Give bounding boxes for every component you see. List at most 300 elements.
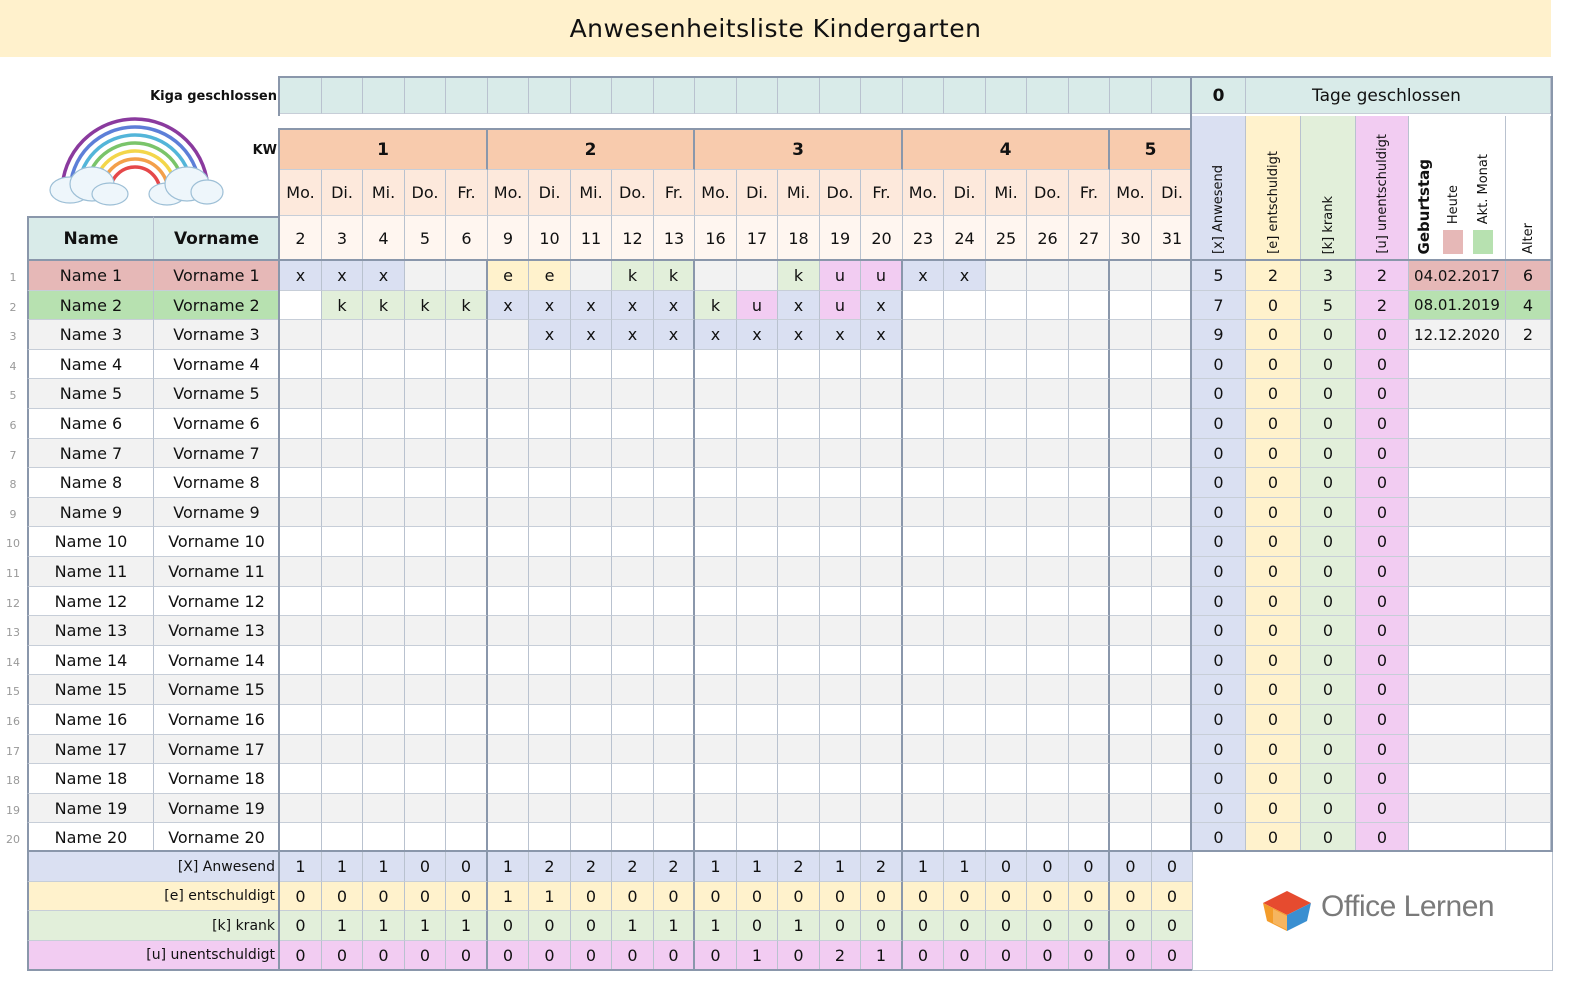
attendance-cell[interactable] (1110, 498, 1152, 527)
child-name[interactable]: Name 16 (27, 705, 154, 735)
attendance-cell[interactable] (363, 587, 405, 616)
attendance-cell[interactable]: x (529, 320, 571, 350)
attendance-cell[interactable] (322, 409, 363, 439)
attendance-cell[interactable] (405, 735, 446, 764)
attendance-cell[interactable] (986, 646, 1027, 675)
attendance-cell[interactable] (1027, 587, 1069, 616)
attendance-cell[interactable] (986, 616, 1027, 646)
child-name[interactable]: Name 4 (27, 350, 154, 379)
attendance-cell[interactable] (944, 646, 986, 675)
attendance-cell[interactable] (280, 350, 322, 379)
birthday-value[interactable] (1409, 675, 1506, 705)
attendance-cell[interactable] (529, 468, 571, 498)
attendance-cell[interactable] (612, 527, 654, 557)
attendance-cell[interactable] (488, 705, 529, 735)
attendance-cell[interactable] (944, 616, 986, 646)
attendance-cell[interactable] (529, 823, 571, 853)
attendance-cell[interactable] (1027, 705, 1069, 735)
birthday-value[interactable] (1409, 557, 1506, 587)
attendance-cell[interactable] (903, 823, 944, 853)
attendance-cell[interactable] (571, 646, 612, 675)
attendance-cell[interactable] (405, 527, 446, 557)
attendance-cell[interactable] (322, 498, 363, 527)
attendance-cell[interactable] (944, 498, 986, 527)
attendance-cell[interactable] (903, 498, 944, 527)
child-vorname[interactable]: Vorname 5 (154, 379, 280, 409)
attendance-cell[interactable] (363, 498, 405, 527)
attendance-cell[interactable] (654, 794, 695, 823)
attendance-cell[interactable] (322, 616, 363, 646)
attendance-cell[interactable] (322, 320, 363, 350)
attendance-cell[interactable] (488, 439, 529, 468)
attendance-cell[interactable] (820, 675, 861, 705)
attendance-cell[interactable] (571, 379, 612, 409)
child-vorname[interactable]: Vorname 12 (154, 587, 280, 616)
attendance-cell[interactable] (405, 350, 446, 379)
attendance-cell[interactable] (1069, 764, 1110, 794)
attendance-cell[interactable] (820, 794, 861, 823)
attendance-cell[interactable] (903, 320, 944, 350)
attendance-cell[interactable] (405, 320, 446, 350)
attendance-cell[interactable]: x (737, 320, 778, 350)
attendance-cell[interactable] (986, 705, 1027, 735)
attendance-cell[interactable] (861, 823, 903, 853)
attendance-cell[interactable] (737, 379, 778, 409)
attendance-cell[interactable] (654, 823, 695, 853)
attendance-cell[interactable] (820, 587, 861, 616)
child-name[interactable]: Name 10 (27, 527, 154, 557)
attendance-cell[interactable] (654, 498, 695, 527)
attendance-cell[interactable] (1152, 735, 1193, 764)
attendance-cell[interactable] (322, 794, 363, 823)
attendance-cell[interactable] (1152, 409, 1193, 439)
attendance-cell[interactable] (986, 764, 1027, 794)
attendance-cell[interactable] (405, 646, 446, 675)
attendance-cell[interactable] (280, 794, 322, 823)
attendance-cell[interactable]: x (363, 261, 405, 291)
attendance-cell[interactable]: x (280, 261, 322, 291)
attendance-cell[interactable]: u (861, 261, 903, 291)
attendance-cell[interactable] (571, 409, 612, 439)
attendance-cell[interactable] (820, 409, 861, 439)
attendance-cell[interactable] (1069, 320, 1110, 350)
attendance-cell[interactable] (405, 439, 446, 468)
attendance-cell[interactable] (363, 409, 405, 439)
attendance-cell[interactable] (986, 498, 1027, 527)
attendance-cell[interactable] (322, 705, 363, 735)
attendance-cell[interactable] (612, 409, 654, 439)
attendance-cell[interactable] (1069, 823, 1110, 853)
attendance-cell[interactable] (571, 616, 612, 646)
attendance-cell[interactable] (861, 705, 903, 735)
attendance-cell[interactable] (778, 705, 820, 735)
attendance-cell[interactable] (280, 646, 322, 675)
child-vorname[interactable]: Vorname 14 (154, 646, 280, 675)
attendance-cell[interactable]: k (695, 291, 737, 320)
child-vorname[interactable]: Vorname 13 (154, 616, 280, 646)
attendance-cell[interactable] (820, 764, 861, 794)
attendance-cell[interactable] (363, 764, 405, 794)
attendance-cell[interactable] (903, 350, 944, 379)
attendance-cell[interactable] (1110, 468, 1152, 498)
attendance-cell[interactable] (1110, 320, 1152, 350)
attendance-cell[interactable] (446, 557, 488, 587)
birthday-value[interactable]: 08.01.2019 (1409, 291, 1506, 320)
attendance-cell[interactable] (1069, 439, 1110, 468)
attendance-cell[interactable] (903, 675, 944, 705)
attendance-cell[interactable] (737, 705, 778, 735)
attendance-cell[interactable] (1152, 498, 1193, 527)
attendance-cell[interactable] (488, 735, 529, 764)
attendance-cell[interactable] (903, 439, 944, 468)
attendance-cell[interactable] (861, 794, 903, 823)
child-vorname[interactable]: Vorname 7 (154, 439, 280, 468)
attendance-cell[interactable] (1027, 320, 1069, 350)
attendance-cell[interactable] (778, 646, 820, 675)
attendance-cell[interactable] (612, 794, 654, 823)
attendance-cell[interactable] (654, 379, 695, 409)
child-name[interactable]: Name 8 (27, 468, 154, 498)
attendance-cell[interactable] (280, 616, 322, 646)
attendance-cell[interactable] (986, 557, 1027, 587)
attendance-cell[interactable] (612, 646, 654, 675)
attendance-cell[interactable] (363, 350, 405, 379)
attendance-cell[interactable] (861, 735, 903, 764)
attendance-cell[interactable]: x (778, 291, 820, 320)
attendance-cell[interactable] (1069, 527, 1110, 557)
attendance-cell[interactable] (363, 794, 405, 823)
attendance-cell[interactable] (446, 587, 488, 616)
attendance-cell[interactable] (1069, 675, 1110, 705)
kiga-closed-cell[interactable] (1027, 78, 1069, 114)
attendance-cell[interactable] (322, 350, 363, 379)
attendance-cell[interactable] (529, 705, 571, 735)
attendance-cell[interactable] (695, 823, 737, 853)
attendance-cell[interactable] (612, 379, 654, 409)
birthday-value[interactable]: 12.12.2020 (1409, 320, 1506, 350)
attendance-cell[interactable] (571, 439, 612, 468)
attendance-cell[interactable] (571, 587, 612, 616)
attendance-cell[interactable] (1069, 616, 1110, 646)
attendance-cell[interactable] (944, 409, 986, 439)
kiga-closed-cell[interactable] (903, 78, 944, 114)
attendance-cell[interactable] (1027, 764, 1069, 794)
attendance-cell[interactable] (571, 705, 612, 735)
child-name[interactable]: Name 17 (27, 735, 154, 764)
child-vorname[interactable]: Vorname 11 (154, 557, 280, 587)
attendance-cell[interactable] (405, 764, 446, 794)
attendance-cell[interactable]: x (488, 291, 529, 320)
attendance-cell[interactable] (820, 527, 861, 557)
kiga-closed-cell[interactable] (322, 78, 363, 114)
attendance-cell[interactable] (612, 616, 654, 646)
attendance-cell[interactable] (903, 764, 944, 794)
attendance-cell[interactable] (363, 735, 405, 764)
attendance-cell[interactable] (1110, 527, 1152, 557)
attendance-cell[interactable] (363, 439, 405, 468)
attendance-cell[interactable] (446, 616, 488, 646)
attendance-cell[interactable] (737, 468, 778, 498)
attendance-cell[interactable]: u (820, 291, 861, 320)
kiga-closed-cell[interactable] (1110, 78, 1152, 114)
birthday-value[interactable] (1409, 409, 1506, 439)
attendance-cell[interactable] (654, 527, 695, 557)
attendance-cell[interactable] (695, 379, 737, 409)
attendance-cell[interactable] (1027, 350, 1069, 379)
attendance-cell[interactable] (820, 646, 861, 675)
attendance-cell[interactable] (944, 439, 986, 468)
child-vorname[interactable]: Vorname 1 (154, 261, 280, 291)
attendance-cell[interactable] (986, 350, 1027, 379)
attendance-cell[interactable] (446, 527, 488, 557)
attendance-cell[interactable] (944, 764, 986, 794)
attendance-cell[interactable] (986, 527, 1027, 557)
attendance-cell[interactable] (446, 320, 488, 350)
kiga-closed-cell[interactable] (820, 78, 861, 114)
attendance-cell[interactable] (529, 409, 571, 439)
attendance-cell[interactable] (654, 646, 695, 675)
attendance-cell[interactable] (1152, 794, 1193, 823)
attendance-cell[interactable] (1110, 764, 1152, 794)
attendance-cell[interactable] (861, 350, 903, 379)
attendance-cell[interactable] (1152, 350, 1193, 379)
attendance-cell[interactable] (944, 291, 986, 320)
attendance-cell[interactable] (280, 675, 322, 705)
attendance-cell[interactable] (737, 794, 778, 823)
attendance-cell[interactable] (820, 616, 861, 646)
kiga-closed-cell[interactable] (944, 78, 986, 114)
attendance-cell[interactable] (529, 587, 571, 616)
attendance-cell[interactable]: x (654, 291, 695, 320)
attendance-cell[interactable] (1152, 675, 1193, 705)
attendance-cell[interactable] (737, 527, 778, 557)
attendance-cell[interactable] (695, 350, 737, 379)
attendance-cell[interactable] (363, 823, 405, 853)
attendance-cell[interactable] (612, 587, 654, 616)
kiga-closed-cell[interactable] (695, 78, 737, 114)
attendance-cell[interactable]: k (405, 291, 446, 320)
attendance-cell[interactable] (861, 379, 903, 409)
attendance-cell[interactable] (861, 498, 903, 527)
attendance-cell[interactable] (612, 675, 654, 705)
birthday-value[interactable] (1409, 498, 1506, 527)
attendance-cell[interactable] (322, 823, 363, 853)
attendance-cell[interactable] (1027, 646, 1069, 675)
attendance-cell[interactable] (612, 705, 654, 735)
attendance-cell[interactable] (529, 735, 571, 764)
child-name[interactable]: Name 7 (27, 439, 154, 468)
attendance-cell[interactable] (571, 823, 612, 853)
attendance-cell[interactable] (1152, 291, 1193, 320)
attendance-cell[interactable] (1027, 557, 1069, 587)
attendance-cell[interactable] (280, 527, 322, 557)
attendance-cell[interactable] (903, 557, 944, 587)
kiga-closed-cell[interactable] (861, 78, 903, 114)
attendance-cell[interactable] (1069, 261, 1110, 291)
child-name[interactable]: Name 19 (27, 794, 154, 823)
attendance-cell[interactable] (986, 675, 1027, 705)
attendance-cell[interactable]: x (778, 320, 820, 350)
attendance-cell[interactable] (446, 439, 488, 468)
attendance-cell[interactable] (363, 320, 405, 350)
attendance-cell[interactable] (737, 735, 778, 764)
attendance-cell[interactable] (820, 705, 861, 735)
attendance-cell[interactable] (861, 764, 903, 794)
attendance-cell[interactable] (944, 557, 986, 587)
attendance-cell[interactable] (986, 261, 1027, 291)
attendance-cell[interactable] (1152, 379, 1193, 409)
attendance-cell[interactable] (280, 587, 322, 616)
attendance-cell[interactable] (612, 468, 654, 498)
attendance-cell[interactable]: k (446, 291, 488, 320)
attendance-cell[interactable] (695, 587, 737, 616)
kiga-closed-cell[interactable] (488, 78, 529, 114)
attendance-cell[interactable] (571, 527, 612, 557)
attendance-cell[interactable] (488, 823, 529, 853)
child-name[interactable]: Name 9 (27, 498, 154, 527)
attendance-cell[interactable] (488, 409, 529, 439)
attendance-cell[interactable] (446, 350, 488, 379)
attendance-cell[interactable] (695, 557, 737, 587)
attendance-cell[interactable] (488, 350, 529, 379)
attendance-cell[interactable] (944, 350, 986, 379)
attendance-cell[interactable] (903, 409, 944, 439)
attendance-cell[interactable] (280, 705, 322, 735)
attendance-cell[interactable] (405, 498, 446, 527)
attendance-cell[interactable] (612, 439, 654, 468)
attendance-cell[interactable] (446, 498, 488, 527)
attendance-cell[interactable] (944, 823, 986, 853)
attendance-cell[interactable] (529, 764, 571, 794)
attendance-cell[interactable] (903, 587, 944, 616)
attendance-cell[interactable] (654, 735, 695, 764)
kiga-closed-cell[interactable] (778, 78, 820, 114)
attendance-cell[interactable] (446, 675, 488, 705)
attendance-cell[interactable] (903, 379, 944, 409)
attendance-cell[interactable] (405, 705, 446, 735)
birthday-value[interactable] (1409, 616, 1506, 646)
attendance-cell[interactable] (695, 705, 737, 735)
attendance-cell[interactable] (488, 320, 529, 350)
attendance-cell[interactable] (1152, 705, 1193, 735)
attendance-cell[interactable] (529, 439, 571, 468)
kiga-closed-cell[interactable] (529, 78, 571, 114)
attendance-cell[interactable] (654, 705, 695, 735)
attendance-cell[interactable] (280, 439, 322, 468)
attendance-cell[interactable]: k (654, 261, 695, 291)
attendance-cell[interactable] (737, 350, 778, 379)
child-vorname[interactable]: Vorname 16 (154, 705, 280, 735)
attendance-cell[interactable] (1069, 291, 1110, 320)
attendance-cell[interactable] (737, 646, 778, 675)
attendance-cell[interactable] (778, 409, 820, 439)
attendance-cell[interactable] (1152, 468, 1193, 498)
attendance-cell[interactable] (322, 468, 363, 498)
kiga-closed-cell[interactable] (571, 78, 612, 114)
kiga-closed-cell[interactable] (654, 78, 695, 114)
attendance-cell[interactable] (1110, 823, 1152, 853)
attendance-cell[interactable] (280, 764, 322, 794)
attendance-cell[interactable] (1110, 409, 1152, 439)
attendance-cell[interactable] (654, 557, 695, 587)
attendance-cell[interactable] (571, 350, 612, 379)
child-vorname[interactable]: Vorname 2 (154, 291, 280, 320)
attendance-cell[interactable] (695, 764, 737, 794)
attendance-cell[interactable] (944, 794, 986, 823)
attendance-cell[interactable]: k (363, 291, 405, 320)
birthday-value[interactable] (1409, 439, 1506, 468)
attendance-cell[interactable] (571, 468, 612, 498)
attendance-cell[interactable] (1027, 261, 1069, 291)
attendance-cell[interactable]: e (529, 261, 571, 291)
attendance-cell[interactable] (1110, 557, 1152, 587)
attendance-cell[interactable] (737, 587, 778, 616)
attendance-cell[interactable] (571, 261, 612, 291)
attendance-cell[interactable] (695, 439, 737, 468)
attendance-cell[interactable] (1110, 587, 1152, 616)
attendance-cell[interactable] (1069, 587, 1110, 616)
attendance-cell[interactable] (1152, 320, 1193, 350)
attendance-cell[interactable] (737, 616, 778, 646)
attendance-cell[interactable]: x (529, 291, 571, 320)
attendance-cell[interactable] (861, 527, 903, 557)
attendance-cell[interactable] (986, 379, 1027, 409)
attendance-cell[interactable] (1027, 794, 1069, 823)
attendance-cell[interactable] (695, 409, 737, 439)
attendance-cell[interactable]: u (737, 291, 778, 320)
attendance-cell[interactable]: x (571, 320, 612, 350)
attendance-cell[interactable] (903, 527, 944, 557)
child-vorname[interactable]: Vorname 9 (154, 498, 280, 527)
attendance-cell[interactable]: x (695, 320, 737, 350)
kiga-closed-cell[interactable] (1152, 78, 1193, 114)
attendance-cell[interactable] (405, 675, 446, 705)
attendance-cell[interactable] (986, 291, 1027, 320)
child-vorname[interactable]: Vorname 15 (154, 675, 280, 705)
attendance-cell[interactable] (986, 794, 1027, 823)
attendance-cell[interactable] (1110, 439, 1152, 468)
kiga-closed-cell[interactable] (737, 78, 778, 114)
attendance-cell[interactable] (405, 823, 446, 853)
attendance-cell[interactable] (612, 764, 654, 794)
attendance-cell[interactable] (446, 261, 488, 291)
child-name[interactable]: Name 14 (27, 646, 154, 675)
attendance-cell[interactable] (322, 587, 363, 616)
attendance-cell[interactable] (405, 794, 446, 823)
attendance-cell[interactable] (363, 468, 405, 498)
attendance-cell[interactable]: x (322, 261, 363, 291)
attendance-cell[interactable] (280, 320, 322, 350)
attendance-cell[interactable] (488, 675, 529, 705)
attendance-cell[interactable] (280, 468, 322, 498)
attendance-cell[interactable] (1069, 794, 1110, 823)
attendance-cell[interactable] (986, 409, 1027, 439)
attendance-cell[interactable] (571, 794, 612, 823)
attendance-cell[interactable]: k (612, 261, 654, 291)
attendance-cell[interactable] (1027, 616, 1069, 646)
attendance-cell[interactable] (612, 823, 654, 853)
attendance-cell[interactable] (778, 587, 820, 616)
attendance-cell[interactable] (322, 646, 363, 675)
attendance-cell[interactable] (654, 439, 695, 468)
attendance-cell[interactable] (612, 498, 654, 527)
attendance-cell[interactable] (944, 705, 986, 735)
attendance-cell[interactable] (986, 439, 1027, 468)
attendance-cell[interactable] (778, 439, 820, 468)
attendance-cell[interactable] (695, 735, 737, 764)
attendance-cell[interactable] (654, 587, 695, 616)
attendance-cell[interactable] (1110, 646, 1152, 675)
